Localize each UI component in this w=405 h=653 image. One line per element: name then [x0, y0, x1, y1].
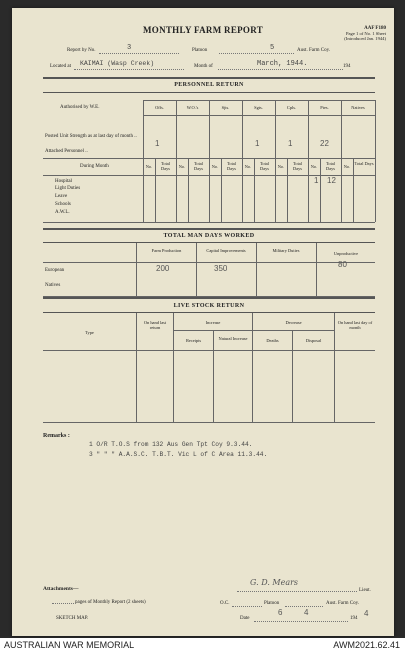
date-month: 4 — [304, 608, 309, 617]
posted-cpls: 1 — [288, 139, 293, 148]
grid-line — [316, 243, 317, 296]
authorised-label: Authorised by W.E. — [60, 105, 100, 110]
attached-label: Attached Personnel .. — [45, 149, 88, 154]
grid-line — [242, 100, 243, 222]
col-farm-production: Farm Production — [151, 248, 182, 253]
sub-col-no: No. — [343, 164, 351, 169]
personnel-col-header: Ptes. — [320, 105, 329, 110]
section-rule — [43, 228, 375, 230]
personnel-col-header: Sjts. — [221, 105, 230, 110]
grid-line — [173, 313, 174, 422]
archive-name: AUSTRALIAN WAR MEMORIAL — [4, 640, 135, 650]
col-receipts: Receipts — [185, 338, 202, 343]
pages-label: pages of Monthly Report (2 sheets) — [75, 600, 146, 605]
date-year-suffix: 4 — [364, 609, 369, 618]
personnel-col-header: Offs. — [155, 105, 164, 110]
located-label: Located at — [50, 64, 71, 69]
hospital-ptes-days: 12 — [327, 176, 336, 185]
sub-col-total-days: Total Days — [325, 161, 336, 171]
grid-line — [196, 243, 197, 296]
col-type: Type — [85, 330, 94, 335]
personnel-col-header: Cpls. — [286, 105, 297, 110]
grid-line — [43, 350, 375, 351]
row-hospital: Hospital — [55, 179, 72, 184]
oc-unit-label: Aust. Farm Coy. — [326, 601, 360, 606]
report-title: MONTHLY FARM REPORT — [142, 25, 264, 35]
sub-col-total-days: Total Days — [354, 161, 374, 166]
oc-line — [232, 600, 262, 607]
sub-col-total-days: Total Days — [226, 161, 237, 171]
grid-line — [308, 100, 309, 222]
report-number: 3 — [127, 44, 132, 52]
sub-col-total-days: Total Days — [160, 161, 171, 171]
row-leave: Leave — [55, 194, 68, 199]
posted-label: Posted Unit Strength as at last day of month .. — [45, 134, 137, 139]
sub-col-total-days: Total Days — [292, 161, 303, 171]
man-days-section-title: TOTAL MAN DAYS WORKED — [163, 233, 255, 239]
sub-col-no: No. — [244, 164, 252, 169]
col-disposal: Disposal — [305, 338, 322, 343]
livestock-section-title: LIVE STOCK RETURN — [173, 303, 245, 309]
report-by-line — [99, 47, 179, 54]
row-schools: Schools — [55, 202, 71, 207]
row-european: European — [45, 268, 65, 273]
section-rule — [43, 242, 375, 243]
grid-line — [173, 330, 334, 331]
personnel-col-header: W.O.'s — [186, 105, 199, 110]
european-unproductive: 80 — [338, 260, 347, 269]
col-unproductive: Unproductive — [333, 251, 359, 256]
date-line — [254, 615, 348, 622]
year-label: 194 — [343, 64, 351, 69]
date-label: Date — [240, 616, 250, 621]
col-capital-improvements: Capital Improvements — [206, 248, 246, 253]
sub-col-total-days: Total Days — [193, 161, 204, 171]
sub-col-no: No. — [178, 164, 186, 169]
grid-line — [209, 100, 210, 222]
sub-col-total-days: Total Days — [259, 161, 270, 171]
grid-line — [275, 100, 276, 222]
personnel-section-title: PERSONNEL RETURN — [174, 82, 244, 88]
oc-label: O.C. — [220, 601, 230, 606]
row-natives: Natives — [45, 283, 61, 288]
section-rule — [43, 297, 375, 299]
page-info: Page 1 of No. 1 Sheet — [345, 31, 386, 37]
european-capital: 350 — [214, 264, 228, 273]
sub-col-no: No. — [310, 164, 318, 169]
col-natural-increase: Natural Increase — [218, 336, 248, 341]
archive-id: AWM2021.62.41 — [333, 640, 400, 650]
posted-ptes: 22 — [320, 139, 329, 148]
personnel-col-header: Natives — [351, 105, 365, 110]
european-farm: 200 — [156, 264, 170, 273]
during-month-label: During Month — [80, 164, 109, 169]
introduced-note: (Introduced Jan. 1944) — [344, 36, 386, 42]
grid-line — [252, 313, 253, 422]
platoon-label: Platoon — [192, 48, 208, 53]
section-rule — [43, 77, 375, 79]
remarks-label: Remarks : — [43, 433, 70, 439]
report-by-label: Report by No. — [67, 48, 96, 53]
grid-line — [341, 100, 342, 222]
posted-sgts: 1 — [255, 139, 260, 148]
rank-label: Lieut. — [359, 588, 371, 593]
personnel-col-header: Sgts. — [254, 105, 263, 110]
section-rule — [43, 92, 375, 93]
grid-line — [43, 422, 375, 423]
unit-label: Aust. Farm Coy. — [297, 48, 331, 53]
remarks-line-2: 3 " " " A.A.S.C. T.B.T. Vic L of C Area 11.3.44. — [89, 451, 268, 458]
section-rule — [43, 312, 375, 313]
grid-line — [334, 313, 335, 422]
grid-line — [353, 158, 354, 222]
grid-line — [43, 262, 375, 263]
oc-platoon-label: Platoon — [264, 601, 280, 606]
oc-platoon-line — [285, 600, 323, 607]
col-on-hand-last-return: On hand last return — [143, 320, 167, 330]
grid-line — [256, 243, 257, 296]
location-value: KAIMAI (Wasp Creek) — [80, 60, 155, 67]
remarks-line-1: 1 O/R T.O.S from 132 Aus Gen Tpt Coy 9.3.44. — [89, 441, 253, 448]
signature: G. D. Mears — [250, 578, 299, 587]
sub-col-no: No. — [145, 164, 153, 169]
row-awl: A.W.L. — [55, 210, 70, 215]
col-on-hand-last-day: On hand last day of month — [337, 320, 373, 330]
form-code: AAF F180 — [364, 26, 386, 31]
pages-line — [52, 597, 74, 604]
attachments-label: Attachments— — [43, 586, 79, 592]
col-increase: Increase — [205, 320, 221, 325]
form-code-block — [328, 25, 386, 42]
month-label: Month of — [194, 64, 213, 69]
platoon-number: 5 — [270, 44, 275, 52]
hospital-ptes-no: 1 — [314, 176, 319, 185]
posted-offs: 1 — [155, 139, 160, 148]
date-year-prefix: 194 — [350, 616, 358, 621]
grid-line — [292, 330, 293, 422]
sub-col-no: No. — [277, 164, 285, 169]
archive-caption-bar — [0, 638, 405, 653]
month-value: March, 1944. — [257, 60, 308, 68]
grid-line — [143, 100, 144, 222]
grid-line — [375, 100, 376, 222]
report-sheet — [12, 8, 394, 636]
sketch-map-label: SKETCH MAP. — [56, 616, 89, 621]
grid-line — [136, 313, 137, 422]
grid-line — [43, 222, 375, 223]
grid-line — [213, 330, 214, 422]
date-day: 6 — [278, 608, 283, 617]
col-military-duties: Military Duties — [272, 248, 300, 253]
col-deaths: Deaths — [266, 338, 279, 343]
platoon-line — [219, 47, 294, 54]
grid-line — [176, 100, 177, 222]
row-light-duties: Light Duties — [55, 186, 81, 191]
sub-col-no: No. — [211, 164, 219, 169]
col-decrease: Decrease — [285, 320, 302, 325]
